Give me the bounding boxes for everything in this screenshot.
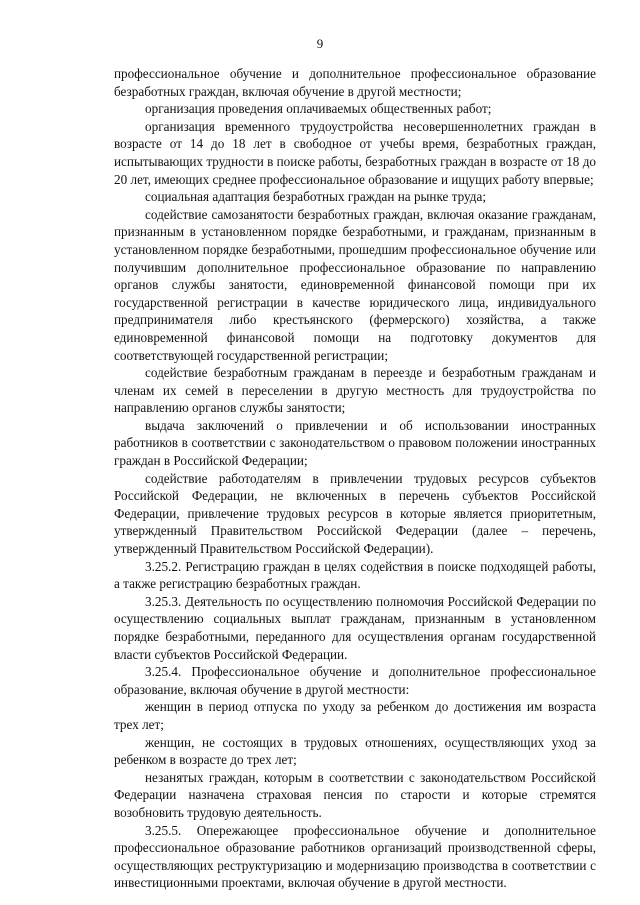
paragraph-3: организация временного трудоустройства несовершеннолетних граждан в возрасте от 14 до 18 лет в свободное от учебы время, безработных граждан, испытывающих трудности в поиске работы, безработных граждан в возрасте от 18 до 20 лет, имеющих среднее профессиональное образование и ищущих работу впервые; <box>114 118 596 187</box>
paragraph-14: незанятых граждан, которым в соответствии с законодательством Российской Федерации назначена страховая пенсия по старости и которые стремятся возобновить трудовую деятельность. <box>114 769 596 820</box>
paragraph-6: содействие безработным гражданам в переезде и безработным гражданам и членам их семей в переселении в другую местность для трудоустройства по направлению органов службы занятости; <box>114 365 596 416</box>
paragraph-8: содействие работодателям в привлечении трудовых ресурсов субъектов Российской Федерации, не включенных в перечень субъектов Российской Федерации, привлечение трудовых ресурсов в которые является приоритетным, утвержденный Правительством Российской Федерации (далее – перечень, утвержденный Правительством Российской Федерации). <box>114 470 596 557</box>
paragraph-7: выдача заключений о привлечении и об использовании иностранных работников в соответствии с законодательством о правовом положении иностранных граждан в Российской Федерации; <box>114 417 596 469</box>
paragraph-1: профессиональное обучение и дополнительное профессиональное образование безработных граждан, включая обучение в другой местности; <box>114 66 596 99</box>
paragraph-2: организация проведения оплачиваемых общественных работ; <box>145 101 492 117</box>
paragraph-10: 3.25.3. Деятельность по осуществлению полномочия Российской Федерации по осуществлению социальных выплат гражданам, признанным в установленном порядке безработными, переданного для осуществления органам государственной власти субъектов Российской Федерации. <box>114 593 596 662</box>
paragraph-11: 3.25.4. Профессиональное обучение и дополнительное профессиональное образование, включая обучение в другой местности: <box>114 664 596 697</box>
document-body <box>114 65 596 892</box>
paragraph-15: 3.25.5. Опережающее профессиональное обучение и дополнительное профессиональное образование работников организаций производственной сферы, осуществляющих реструктуризацию и модернизацию производства в соответствии с инвестиционными проектами, включая обучение в другой местности. <box>114 822 596 891</box>
paragraph-13: женщин, не состоящих в трудовых отношениях, осуществляющих уход за ребенком в возрасте до трех лет; <box>114 734 596 768</box>
paragraph-9: 3.25.2. Регистрацию граждан в целях содействия в поиске подходящей работы, а также регистрацию безработных граждан. <box>114 558 596 592</box>
page-number: 9 <box>316 36 324 51</box>
paragraph-12: женщин в период отпуска по уходу за ребенком до достижения им возраста трех лет; <box>114 699 596 732</box>
paragraph-5: содействие самозанятости безработных граждан, включая оказание гражданам, признанным в установленном порядке безработными, и гражданам, признанным в установленном порядке безработными, прошедшим профессиональное обучение или получившим дополнительное профессиональное образование по направлению органов службы занятости, единовременной финансовой помощи при их государственной регистрации в качестве юридического лица, индивидуального предпринимателя либо крестьянского (фермерского) хозяйства, а также единовременной финансовой помощи на подготовку документов для соответствующей государственной регистрации; <box>114 206 596 363</box>
paragraph-4: социальная адаптация безработных граждан на рынке труда; <box>145 189 487 205</box>
